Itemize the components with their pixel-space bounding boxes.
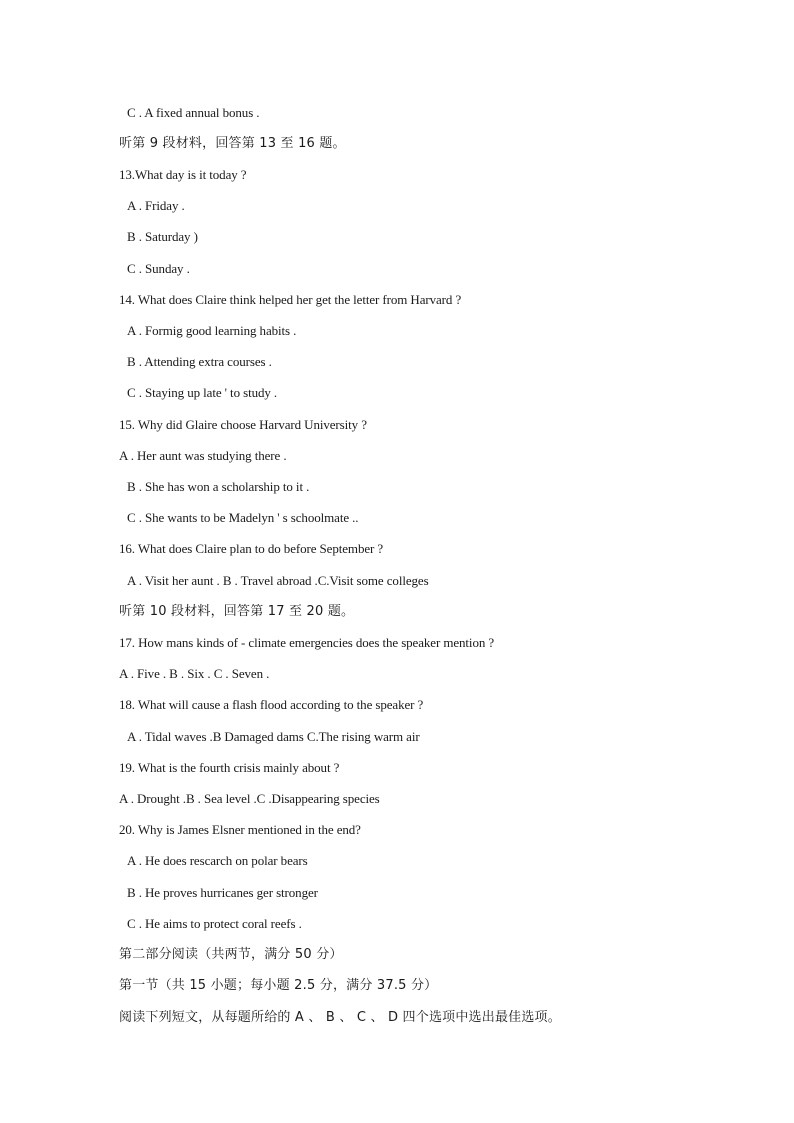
option-20c: C . He aims to protect coral reefs . — [127, 916, 302, 931]
option-20a: A . He does rescarch on polar bears — [127, 853, 308, 868]
option-12c: C . A fixed annual bonus . — [127, 105, 260, 120]
options-19: A . Drought .B . Sea level .C .Disappearing species — [119, 791, 380, 806]
section-instruction-material-9: 听第 9 段材料，回答第 13 至 16 题。 — [119, 136, 346, 151]
question-14: 14. What does Claire think helped her get the letter from Harvard ? — [119, 292, 462, 307]
option-13c: C . Sunday . — [127, 261, 190, 276]
question-13: 13.What day is it today ? — [119, 167, 247, 182]
section-instruction-material-10: 听第 10 段材料，回答第 17 至 20 题。 — [119, 604, 355, 619]
option-14b: B . Attending extra courses . — [127, 354, 272, 369]
section-one-heading: 第一节（共 15 小题；每小题 2.5 分，满分 37.5 分） — [119, 978, 438, 993]
option-13b: B . Saturday ) — [127, 229, 198, 244]
question-16: 16. What does Claire plan to do before September ? — [119, 541, 384, 556]
question-17: 17. How mans kinds of - climate emergencies does the speaker mention ? — [119, 635, 495, 650]
reading-instruction: 阅读下列短文，从每题所给的 A 、 B 、 C 、 D 四个选项中选出最佳选项。 — [119, 1010, 561, 1025]
question-20: 20. Why is James Elsner mentioned in the end? — [119, 822, 361, 837]
option-14a: A . Formig good learning habits . — [127, 323, 297, 338]
option-13a: A . Friday . — [127, 198, 185, 213]
question-15: 15. Why did Glaire choose Harvard University ? — [119, 417, 367, 432]
question-19: 19. What is the fourth crisis mainly about ? — [119, 760, 340, 775]
question-18: 18. What will cause a flash flood according to the speaker ? — [119, 697, 424, 712]
option-15c: C . She wants to be Madelyn ' s schoolmate .. — [127, 510, 359, 525]
option-20b: B . He proves hurricanes ger stronger — [127, 885, 318, 900]
option-14c: C . Staying up late ' to study . — [127, 385, 278, 400]
option-15b: B . She has won a scholarship to it . — [127, 479, 310, 494]
options-16: A . Visit her aunt . B . Travel abroad .C.Visit some colleges — [127, 573, 429, 588]
part-two-heading: 第二部分阅读（共两节，满分 50 分） — [119, 947, 343, 962]
options-17: A . Five . B . Six . C . Seven . — [119, 666, 270, 681]
option-15a: A . Her aunt was studying there . — [119, 448, 287, 463]
options-18: A . Tidal waves .B Damaged dams C.The rising warm air — [127, 729, 420, 744]
